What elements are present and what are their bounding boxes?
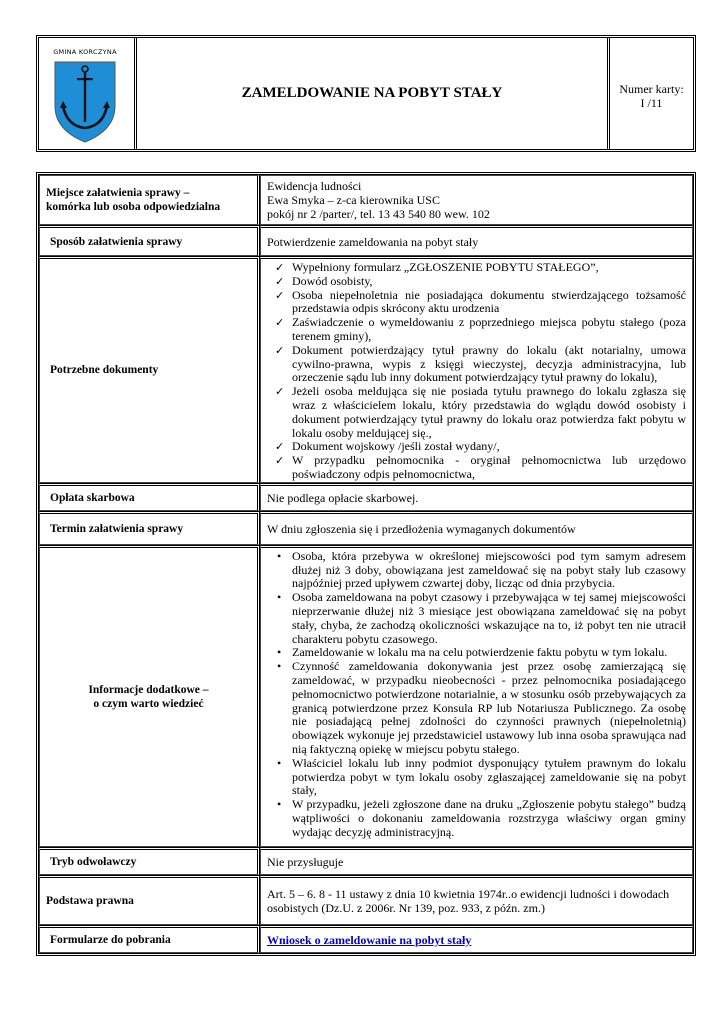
list-item-text: Wypełniony formularz „ZGŁOSZENIE POBYTU STAŁEGO”, — [292, 260, 599, 274]
checkmark-icon: ✓ — [275, 316, 285, 330]
row-formularze — [39, 925, 693, 953]
row-miejsce — [39, 175, 693, 225]
download-form-link[interactable]: Wniosek o zameldowanie na pobyt stały — [267, 932, 472, 947]
list-item-text: Dokument wojskowy /jeśli został wydany/, — [292, 439, 500, 454]
logo-cell — [39, 38, 137, 149]
list-item-text: Zaświadczenie o wymeldowaniu z poprzedniego miejsca pobytu stałego (poza terenem gminy), — [292, 315, 686, 343]
list-item — [267, 757, 686, 798]
logo-text: GMINA KORCZYNA — [53, 48, 117, 56]
document-title: ZAMELDOWANIE NA POBYT STAŁY — [137, 38, 610, 149]
checkmark-icon: ✓ — [275, 454, 285, 468]
label-miejsce-line2: komórka lub osoba odpowiedzialna — [46, 201, 221, 213]
list-item — [267, 316, 686, 344]
list-item — [267, 385, 686, 440]
label-formularze: Formularze do pobrania — [39, 925, 260, 953]
bullet-icon: • — [277, 548, 282, 563]
card-number-label: Numer karty: — [619, 82, 684, 96]
label-informacje-line2: o czym warto wiedzieć — [93, 697, 204, 710]
value-formularze — [260, 925, 693, 953]
value-termin: W dniu zgłoszenia się i przedłożenia wymaganych dokumentów — [260, 511, 693, 545]
list-item — [267, 646, 686, 660]
checkmark-icon: ✓ — [275, 261, 285, 274]
label-sposob: Sposób załatwienia sprawy — [39, 225, 260, 256]
value-dokumenty — [260, 256, 693, 483]
checkmark-icon: ✓ — [275, 385, 285, 399]
row-tryb — [39, 847, 693, 875]
checkmark-icon: ✓ — [275, 288, 285, 302]
row-informacje — [39, 545, 693, 847]
coat-of-arms — [49, 48, 121, 148]
row-termin — [39, 511, 693, 545]
checkmark-icon: ✓ — [275, 343, 285, 357]
value-podstawa: Art. 5 – 6. 8 - 11 ustawy z dnia 10 kwietnia 1974r..o ewidencji ludności i dowodach osobistych (Dz.U. z 2006r. Nr 139, poz. 933, z późn. zm.) — [260, 875, 693, 925]
label-dokumenty: Potrzebne dokumenty — [39, 256, 260, 483]
bullet-icon: • — [277, 645, 282, 660]
row-sposob — [39, 225, 693, 256]
room-phone: pokój nr 2 /parter/, tel. 13 43 540 80 wew. 102 — [267, 207, 490, 221]
list-item — [267, 289, 686, 317]
anchor-shield-icon — [49, 48, 121, 148]
bullet-icon: • — [277, 755, 282, 770]
list-item-text: Dokument potwierdzający tytuł prawny do lokalu (akt notarialny, umowa cywilno-prawna, wypis z księgi wieczystej, decyzja administracyjna, lub orzeczenie sądu lub inny dokument potwierdzający tytuł prawny do lokalu), — [292, 342, 686, 385]
list-item-text: Właściciel lokalu lub inny podmiot dysponujący tytułem prawnym do lokalu potwierdza pobyt w tym lokalu osoby zgłaszającej zameldowanie się na pobyt stały, — [292, 755, 686, 798]
documents-list — [267, 261, 686, 482]
value-miejsce — [260, 175, 693, 225]
list-item — [267, 275, 686, 289]
row-dokumenty — [39, 256, 693, 483]
card-number-value: I /11 — [640, 96, 663, 110]
label-informacje-line1: Informacje dodatkowe – — [88, 683, 209, 696]
list-item — [267, 440, 686, 454]
list-item-text: Zameldowanie w lokalu ma na celu potwierdzenie faktu pobytu w tym lokalu. — [292, 645, 668, 660]
label-informacje — [39, 545, 260, 847]
list-item — [267, 454, 686, 482]
list-item-text: W przypadku, jeżeli zgłoszone dane na druku „Zgłoszenie pobytu stałego” budzą wątpliwości o dokonaniu zameldowania rozstrzyga właściwy organ gminy wydając decyzję administracyjną. — [292, 797, 686, 839]
list-item — [267, 261, 686, 275]
bullet-icon: • — [277, 659, 282, 674]
info-table — [36, 172, 696, 956]
label-oplata: Opłata skarbowa — [39, 483, 260, 511]
checkmark-icon: ✓ — [275, 440, 285, 454]
list-item — [267, 798, 686, 839]
responsible-person: Ewa Smyka – z-ca kierownika USC — [267, 193, 440, 207]
row-podstawa — [39, 875, 693, 925]
label-miejsce — [39, 175, 260, 225]
list-item-text: Osoba zameldowana na pobyt czasowy i przebywająca w tej samej miejscowości nieprzerwanie dłużej niż 3 miesiące jest obowiązana zameldować się na pobyt stały, chyba, że zachodzą okoliczności wskazujące na to, iż pobyt ten nie utracił charakteru pobytu czasowego. — [292, 590, 686, 646]
header-box — [36, 35, 696, 152]
info-list — [267, 550, 686, 840]
label-tryb: Tryb odwoławczy — [39, 847, 260, 875]
row-oplata — [39, 483, 693, 511]
value-informacje — [260, 545, 693, 847]
list-item — [267, 660, 686, 757]
value-sposob: Potwierdzenie zameldowania na pobyt stały — [260, 225, 693, 256]
office-name: Ewidencja ludności — [267, 179, 362, 193]
list-item-text: Osoba, która przebywa w określonej miejscowości pod tym samym adresem dłużej niż 3 doby, obowiązana jest zameldować się na pobyt stały lub czasowy najpóźniej przed upływem czwartej doby, licząc od dnia przybycia. — [292, 548, 686, 591]
checkmark-icon: ✓ — [275, 274, 285, 288]
list-item-text: Czynność zameldowania dokonywania jest przez osobę zamierzającą się zameldować, w przypadku nieobecności - przez pełnomocnika posiadającego pełnomocnictwo potwierdzone notarialnie, a w stosunku osób przebywających za granicą potwierdzone przez Konsula RP lub Notariusza Publicznego. Za osobę nie posiadającą pełnej zdolności do czynności prawnych (niepełnoletnią) obowiązek wykonuje jej przedstawiciel ustawowy lub inna osoba sprawująca nad nią faktyczną opiekę w miejscu pobytu stałego. — [292, 659, 686, 756]
value-tryb: Nie przysługuje — [260, 847, 693, 875]
label-termin: Termin załatwienia sprawy — [39, 511, 260, 545]
list-item — [267, 591, 686, 646]
label-podstawa: Podstawa prawna — [39, 875, 260, 925]
bullet-icon: • — [277, 797, 282, 812]
list-item-text: Dowód osobisty, — [292, 273, 373, 288]
list-item — [267, 550, 686, 591]
list-item-text: W przypadku pełnomocnika - oryginał pełnomocnictwa lub urzędowo poświadczony odpis pełnomocnictwa, — [292, 453, 686, 481]
card-number-cell — [610, 38, 693, 149]
value-oplata: Nie podlega opłacie skarbowej. — [260, 483, 693, 511]
list-item-text: Jeżeli osoba meldująca się nie posiada tytułu prawnego do lokalu zgłasza się wraz z właścicielem lokalu, który przedstawia do wglądu dowód osobisty i dokument potwierdzający tytuł prawny do lokalu oraz potwierdza fakt pobytu w lokalu osoby meldującej się., — [292, 384, 686, 440]
list-item-text: Osoba niepełnoletnia nie posiadająca dokumentu stwierdzającego tożsamość przedstawia odpis skrócony aktu urodzenia — [292, 287, 686, 316]
list-item — [267, 344, 686, 385]
bullet-icon: • — [277, 590, 282, 605]
label-miejsce-line1: Miejsce załatwienia sprawy – — [46, 187, 190, 199]
